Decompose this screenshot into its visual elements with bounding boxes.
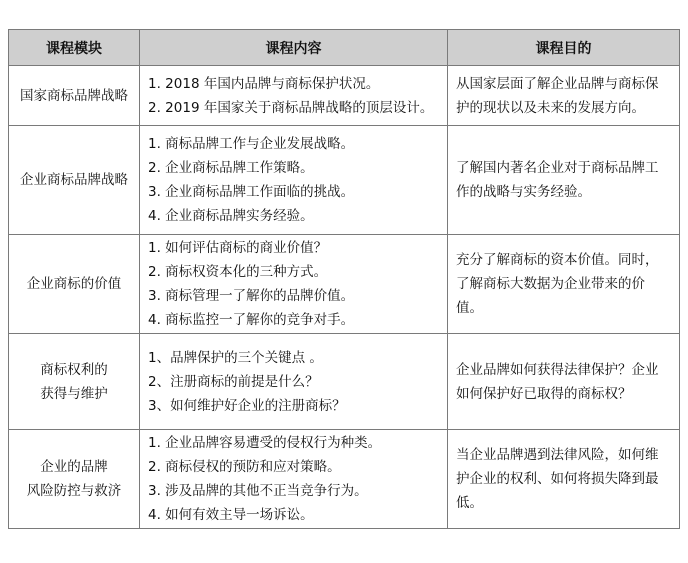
header-row — [9, 30, 680, 66]
table-row — [9, 66, 680, 126]
content-item: 1. 如何评估商标的商业价值？ — [148, 240, 328, 256]
module-name: 企业商标的价值 — [26, 276, 122, 292]
content-cell — [140, 235, 448, 334]
content-item: 2、注册商标的前提是什么？ — [148, 373, 319, 390]
goal-cell: 当企业品牌遇到法律风险，如何维护企业的权利、如何将损失降到最低。 — [448, 430, 680, 529]
content-cell — [140, 334, 448, 430]
goal-cell: 企业品牌如何获得法律保护？企业如何保护好已取得的商标权？ — [448, 334, 680, 430]
module-cell — [9, 66, 140, 126]
content-item: 3. 企业商标品牌工作面临的挑战。 — [148, 184, 355, 200]
header-goal: 课程目的 — [448, 30, 680, 66]
goal-cell: 从国家层面了解企业品牌与商标保护的现状以及未来的发展方向。 — [448, 66, 680, 126]
content-item: 3、如何维护好企业的注册商标？ — [148, 397, 346, 414]
content-item: 3. 涉及品牌的其他不正当竞争行为。 — [148, 483, 368, 499]
course-table — [8, 29, 680, 529]
content-item: 2. 商标权资本化的三种方式。 — [148, 264, 328, 280]
module-cell — [9, 235, 140, 334]
header-content: 课程内容 — [140, 30, 448, 66]
table-row — [9, 126, 680, 235]
module-name-line-2: 获得与维护 — [40, 385, 108, 402]
content-cell — [140, 126, 448, 235]
content-item: 4. 企业商标品牌实务经验。 — [148, 208, 314, 224]
module-name: 国家商标品牌战略 — [20, 87, 128, 104]
module-cell — [9, 430, 140, 529]
module-name-line-1: 商标权利的 — [40, 361, 108, 378]
module-cell — [9, 126, 140, 235]
table-row — [9, 235, 680, 334]
content-item: 4. 如何有效主导一场诉讼。 — [148, 507, 314, 523]
content-cell — [140, 66, 448, 126]
content-item: 2. 企业商标品牌工作策略。 — [148, 160, 314, 176]
goal-cell: 充分了解商标的资本价值。同时，了解商标大数据为企业带来的价值。 — [448, 235, 680, 334]
content-item: 1. 商标品牌工作与企业发展战略。 — [148, 136, 355, 152]
module-name-line-2: 风险防控与救济 — [26, 483, 122, 499]
content-item: 3. 商标管理一了解你的品牌价值。 — [148, 288, 355, 304]
module-name-line-1: 企业的品牌 — [40, 459, 108, 475]
module-cell — [9, 334, 140, 430]
content-item: 4. 商标监控一了解你的竞争对手。 — [148, 312, 355, 328]
goal-cell: 了解国内著名企业对于商标品牌工作的战略与实务经验。 — [448, 126, 680, 235]
content-item: 1. 企业品牌容易遭受的侵权行为种类。 — [148, 435, 382, 451]
content-item: 1、品牌保护的三个关键点 。 — [148, 349, 323, 366]
content-item: 2. 2019 年国家关于商标品牌战略的顶层设计。 — [148, 99, 434, 116]
table-row — [9, 430, 680, 529]
module-name: 企业商标品牌战略 — [20, 172, 128, 188]
content-cell — [140, 430, 448, 529]
header-module: 课程模块 — [9, 30, 140, 66]
content-item: 2. 商标侵权的预防和应对策略。 — [148, 459, 341, 475]
table-row — [9, 334, 680, 430]
content-item: 1. 2018 年国内品牌与商标保护状况。 — [148, 75, 380, 92]
